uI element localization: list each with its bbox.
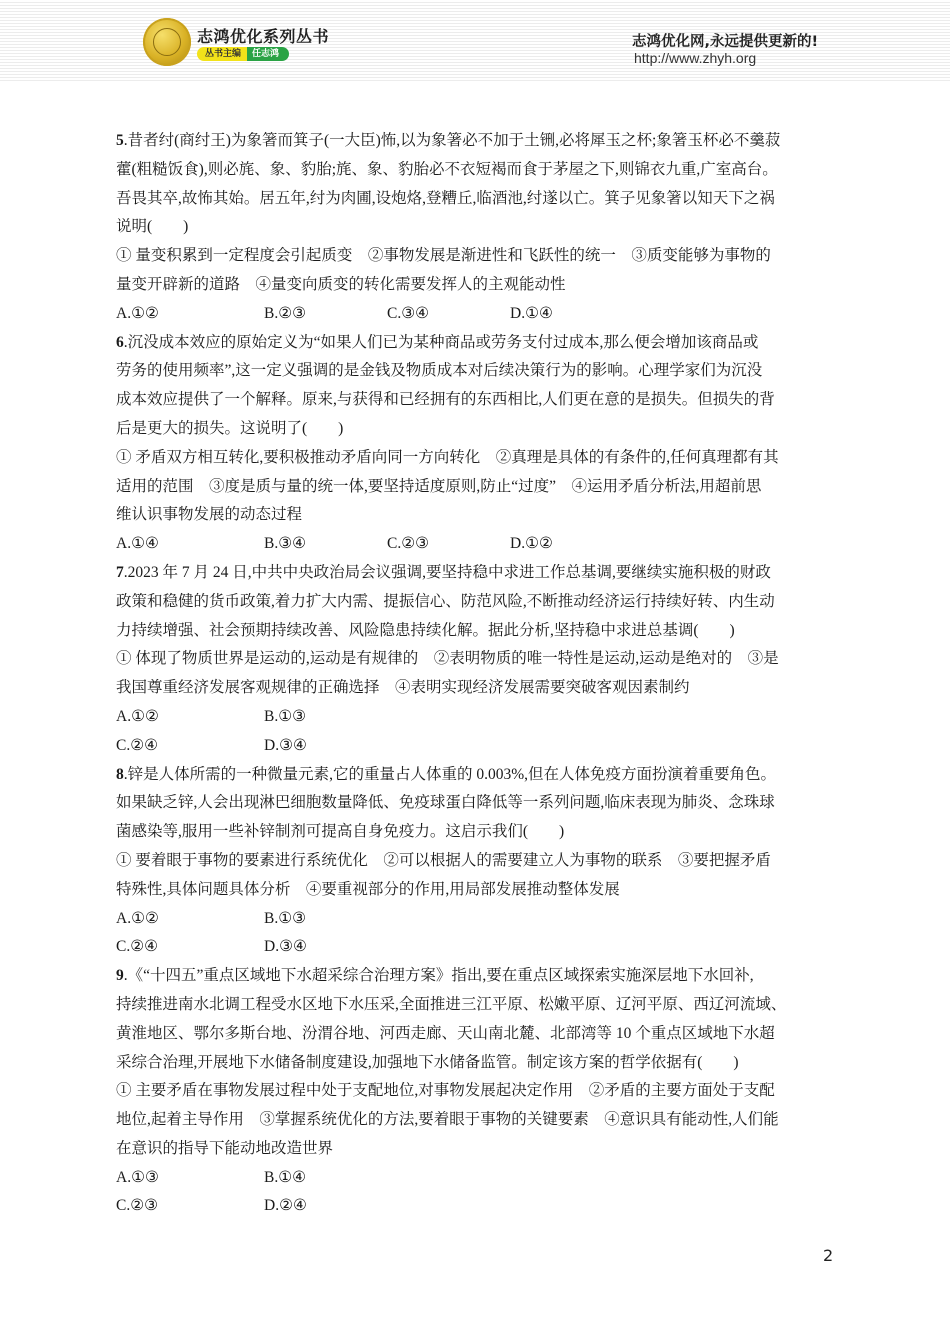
option-c[interactable]: C.②④ (116, 736, 159, 754)
question-list (116, 127, 836, 1221)
option-d[interactable]: D.②④ (264, 1197, 307, 1215)
statement-line: 量变开辟新的道路 ④量变向质变的转化需要发挥人的主观能动性 (116, 275, 566, 293)
answer-options (116, 300, 836, 329)
statement-line: ① 要着眼于事物的要素进行系统优化 ②可以根据人的需要建立人为事物的联系 ③要把握矛盾 (116, 851, 771, 869)
answer-options (116, 1192, 836, 1221)
question-stem-line: 9.《“十四五”重点区域地下水超采综合治理方案》指出,要在重点区域探索实施深层地下水回补, (116, 967, 754, 985)
editor-badge (197, 47, 289, 61)
option-a[interactable]: A.①④ (116, 535, 159, 553)
question-stem-line: 采综合治理,开展地下水储备制度建设,加强地下水储备监管。制定该方案的哲学依据有( ) (116, 1053, 739, 1071)
option-d[interactable]: D.③④ (264, 938, 307, 956)
question-stem-line: 7.2023 年 7 月 24 日,中共中央政治局会议强调,要坚持稳中求进工作总基调,要继续实施积极的财政 (116, 563, 771, 581)
site-url: http://www.zhyh.org (634, 50, 757, 66)
question-stem-line: 菌感染等,服用一些补锌制剂可提高自身免疫力。这启示我们( ) (116, 823, 565, 841)
question-7 (116, 559, 836, 761)
option-c[interactable]: C.③④ (387, 304, 430, 322)
question-number: 8 (116, 765, 124, 783)
question-number: 7 (116, 563, 124, 581)
question-stem-line: 黄淮地区、鄂尔多斯台地、汾渭谷地、河西走廊、天山南北麓、北部湾等 10 个重点区域地下水超 (116, 1024, 775, 1042)
question-8 (116, 761, 836, 963)
page-number: 2 (823, 1246, 834, 1265)
question-stem-line: 后是更大的损失。这说明了( ) (116, 419, 344, 437)
answer-options (116, 732, 836, 761)
option-d[interactable]: D.③④ (264, 736, 307, 754)
question-6 (116, 329, 836, 559)
option-a[interactable]: A.①③ (116, 1168, 159, 1186)
option-b[interactable]: B.②③ (264, 304, 307, 322)
option-d[interactable]: D.①④ (510, 304, 553, 322)
answer-options (116, 905, 836, 934)
statement-line: 特殊性,具体问题具体分析 ④要重视部分的作用,用局部发展推动整体发展 (116, 880, 620, 898)
logo-emblem (153, 28, 181, 56)
answer-options (116, 530, 836, 559)
statement-line: ① 体现了物质世界是运动的,运动是有规律的 ②表明物质的唯一特性是运动,运动是绝对的 ③是 (116, 650, 779, 668)
site-slogan: 志鸿优化网,永远提供更新的! (632, 34, 819, 50)
statement-line: 我国尊重经济发展客观规律的正确选择 ④表明实现经济发展需要突破客观因素制约 (116, 679, 690, 697)
question-stem-line: 6.沉没成本效应的原始定义为“如果人们已为某种商品或劳务支付过成本,那么便会增加该商品或 (116, 333, 759, 351)
question-stem-line: 持续推进南水北调工程受水区地下水压采,全面推进三江平原、松嫩平原、辽河平原、西辽河流域、 (116, 995, 787, 1013)
question-stem-line: 吾畏其卒,故怖其始。居五年,纣为肉圃,设炮烙,登糟丘,临酒池,纣遂以亡。箕子见象箸以知天下之祸 (116, 189, 775, 207)
option-b[interactable]: B.③④ (264, 535, 307, 553)
statement-line: 在意识的指导下能动地改造世界 (116, 1139, 334, 1157)
series-title: 志鸿优化系列丛书 (197, 27, 330, 46)
option-b[interactable]: B.①④ (264, 1168, 307, 1186)
question-5 (116, 127, 836, 329)
option-c[interactable]: C.②③ (387, 535, 430, 553)
question-stem-line: 8.锌是人体所需的一种微量元素,它的重量占人体重的 0.003%,但在人体免疫方面扮演着重要角色。 (116, 765, 777, 783)
statement-line: ① 主要矛盾在事物发展过程中处于支配地位,对事物发展起决定作用 ②矛盾的主要方面处于支配 (116, 1082, 775, 1100)
answer-options (116, 933, 836, 962)
page-header (0, 0, 950, 82)
option-c[interactable]: C.②④ (116, 938, 159, 956)
statement-line: ① 量变积累到一定程度会引起质变 ②事物发展是渐进性和飞跃性的统一 ③质变能够为事物的 (116, 247, 771, 265)
option-b[interactable]: B.①③ (264, 909, 307, 927)
answer-options (116, 703, 836, 732)
editor-label: 丛书主编 (197, 47, 247, 61)
question-stem-line: 藿(粗糙饭食),则必旄、象、豹胎;旄、象、豹胎必不衣短褐而食于茅屋之下,则锦衣九重,广室高台。 (116, 160, 778, 178)
question-stem-line: 力持续增强、社会预期持续改善、风险隐患持续化解。据此分析,坚持稳中求进总基调( ) (116, 621, 735, 639)
statement-line: 适用的范围 ③度是质与量的统一体,要坚持适度原则,防止“过度” ④运用矛盾分析法,用超前思 (116, 477, 762, 495)
question-number: 9 (116, 967, 124, 985)
gold-medallion-logo-icon (143, 18, 191, 66)
option-d[interactable]: D.①② (510, 535, 553, 553)
question-stem-line: 如果缺乏锌,人会出现淋巴细胞数量降低、免疫球蛋白降低等一系列问题,临床表现为肺炎、念珠球 (116, 794, 775, 812)
question-number: 5 (116, 132, 124, 149)
editor-name: 任志鸿 (247, 47, 289, 61)
question-stem-line: 政策和稳健的货币政策,着力扩大内需、提振信心、防范风险,不断推动经济运行持续好转、内生动 (116, 592, 775, 610)
question-stem-line: 5.昔者纣(商纣王)为象箸而箕子(一大臣)怖,以为象箸必不加于土铏,必将犀玉之杯;象箸玉杯必不羹菽 (116, 132, 781, 149)
statement-line: 地位,起着主导作用 ③掌握系统优化的方法,要着眼于事物的关键要素 ④意识具有能动性,人们能 (116, 1111, 779, 1129)
question-stem-line: 说明( ) (116, 218, 189, 236)
option-c[interactable]: C.②③ (116, 1197, 159, 1215)
option-a[interactable]: A.①② (116, 304, 159, 322)
option-a[interactable]: A.①② (116, 707, 159, 725)
question-stem-line: 劳务的使用频率”,这一定义强调的是金钱及物质成本对后续决策行为的影响。心理学家们为沉没 (116, 362, 763, 380)
answer-options (116, 1164, 836, 1193)
statement-line: ① 矛盾双方相互转化,要积极推动矛盾向同一方向转化 ②真理是具体的有条件的,任何真理都有其 (116, 448, 779, 466)
option-b[interactable]: B.①③ (264, 707, 307, 725)
statement-line: 维认识事物发展的动态过程 (116, 506, 303, 524)
option-a[interactable]: A.①② (116, 909, 159, 927)
question-9 (116, 962, 836, 1221)
question-stem-line: 成本效应提供了一个解释。原来,与获得和已经拥有的东西相比,人们更在意的是损失。但损失的背 (116, 391, 775, 409)
question-number: 6 (116, 333, 124, 351)
